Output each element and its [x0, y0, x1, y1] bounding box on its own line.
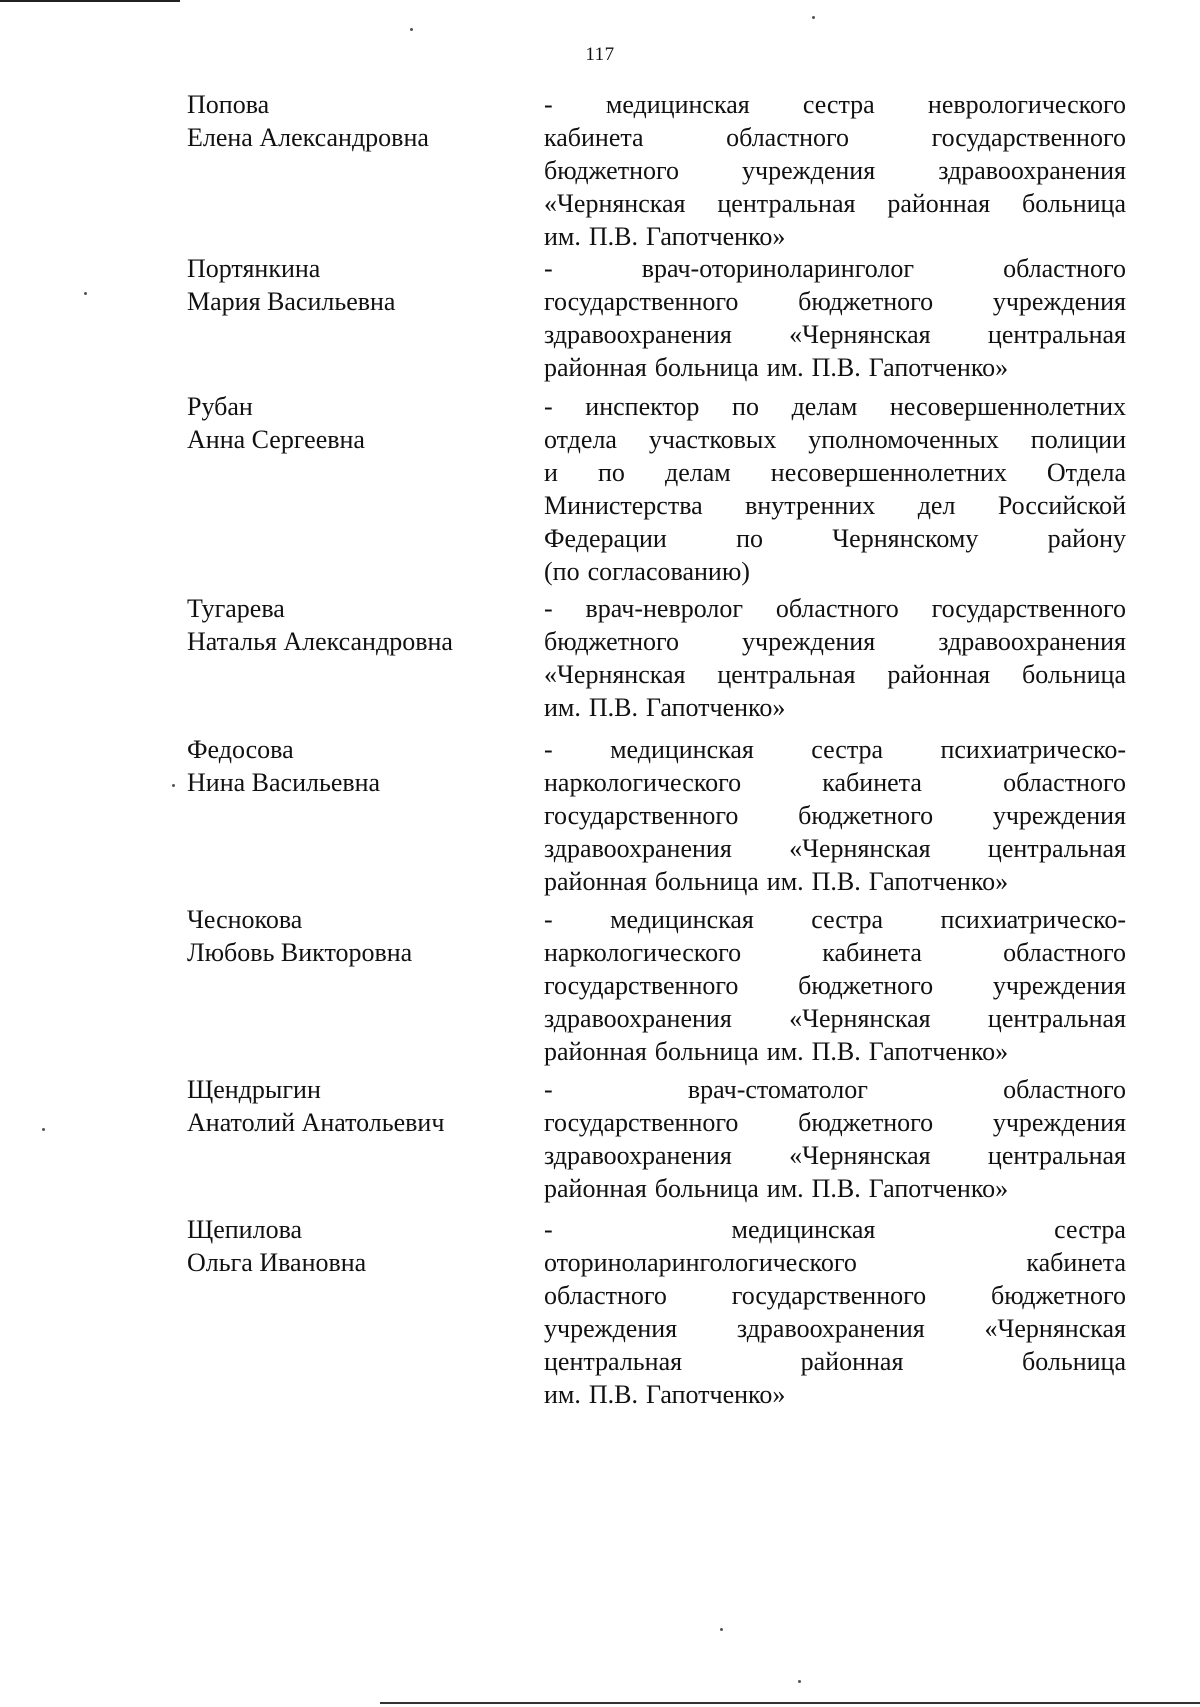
- position-word: П.В.: [588, 693, 638, 722]
- member-given-names: Ольга Ивановна: [187, 1248, 367, 1277]
- position-word: областного: [1003, 938, 1126, 967]
- position-word: областного: [1003, 768, 1126, 797]
- position-word: «Чернянская: [789, 320, 931, 349]
- position-word: больница: [654, 867, 759, 896]
- member-surname: Попова: [187, 90, 270, 119]
- member-name: [187, 733, 527, 799]
- member-position: [544, 88, 1126, 253]
- member-surname: Щепилова: [187, 1215, 303, 1244]
- scan-speck: [798, 1680, 801, 1683]
- position-word: больница: [1022, 1347, 1126, 1376]
- position-word: областного: [1003, 1075, 1126, 1104]
- position-word: здравоохранения: [544, 1004, 732, 1033]
- position-word: «Чернянская: [984, 1314, 1126, 1343]
- member-position: [544, 1213, 1126, 1411]
- position-word: врач-невролог: [585, 594, 744, 623]
- position-word: -: [544, 1075, 553, 1104]
- position-word: районная: [800, 1347, 904, 1376]
- position-line: [544, 1378, 1126, 1411]
- member-name: [187, 390, 527, 456]
- position-word: здравоохранения: [544, 1141, 732, 1170]
- position-word: здравоохранения: [938, 156, 1126, 185]
- member-surname: Чеснокова: [187, 905, 303, 934]
- position-word: несовершеннолетних: [889, 392, 1126, 421]
- position-word: кабинета: [822, 938, 922, 967]
- position-word: Чернянскому: [832, 524, 979, 553]
- position-word: Гапотченко»: [868, 353, 1009, 382]
- position-word: кабинета: [544, 123, 644, 152]
- position-line: [544, 799, 1126, 832]
- position-word: бюджетного: [798, 971, 934, 1000]
- position-word: им.: [766, 353, 804, 382]
- position-word: Гапотченко»: [646, 1380, 786, 1409]
- position-word: больница: [654, 1037, 759, 1066]
- position-word: центральная: [987, 320, 1126, 349]
- position-line: [544, 489, 1126, 522]
- scan-speck: [172, 784, 175, 787]
- position-word: Российской: [997, 491, 1126, 520]
- position-line: [544, 1035, 1126, 1068]
- position-word: уполномоченных: [808, 425, 999, 454]
- position-word: учреждения: [742, 156, 876, 185]
- scan-speck: [410, 28, 413, 31]
- member-given-names: Анна Сергеевна: [187, 425, 365, 454]
- position-word: им.: [544, 1380, 581, 1409]
- position-word: неврологического: [927, 90, 1126, 119]
- position-word: -: [544, 735, 553, 764]
- position-word: бюджетного: [798, 1108, 934, 1137]
- position-word: медицинская: [731, 1215, 876, 1244]
- position-word: Гапотченко»: [868, 1174, 1009, 1203]
- position-word: П.В.: [811, 1174, 861, 1203]
- position-word: учреждения: [992, 971, 1126, 1000]
- position-word: учреждения: [992, 801, 1126, 830]
- position-line: [544, 555, 1126, 588]
- position-line: [544, 351, 1126, 384]
- position-word: участковых: [648, 425, 777, 454]
- position-word: бюджетного: [798, 287, 934, 316]
- position-line: [544, 1279, 1126, 1312]
- position-line: [544, 1073, 1126, 1106]
- position-line: [544, 592, 1126, 625]
- position-word: кабинета: [822, 768, 922, 797]
- position-word: отдела: [544, 425, 617, 454]
- scan-edge-top: [0, 0, 180, 2]
- position-word: делам: [664, 458, 731, 487]
- position-word: учреждения: [742, 627, 876, 656]
- position-line: [544, 865, 1126, 898]
- position-word: больница: [1021, 660, 1126, 689]
- position-word: «Чернянская: [789, 834, 931, 863]
- scan-speck: [84, 292, 87, 295]
- scan-speck: [42, 1128, 45, 1131]
- member-position: [544, 903, 1126, 1068]
- position-word: больница: [654, 353, 759, 382]
- member-name: [187, 1073, 527, 1139]
- position-word: центральная: [717, 660, 856, 689]
- position-word: государственного: [544, 1108, 739, 1137]
- position-word: Министерства: [544, 491, 703, 520]
- position-word: сестра: [802, 90, 875, 119]
- position-line: [544, 1106, 1126, 1139]
- position-word: согласованию): [587, 557, 750, 586]
- position-line: [544, 88, 1126, 121]
- position-word: Гапотченко»: [868, 1037, 1009, 1066]
- position-line: [544, 318, 1126, 351]
- position-word: Отдела: [1046, 458, 1126, 487]
- position-word: Гапотченко»: [868, 867, 1009, 896]
- position-word: бюджетного: [990, 1281, 1126, 1310]
- position-word: медицинская: [610, 735, 754, 764]
- position-line: [544, 1246, 1126, 1279]
- member-surname: Федосова: [187, 735, 294, 764]
- position-word: государственного: [931, 594, 1126, 623]
- position-line: [544, 1213, 1126, 1246]
- position-word: районная: [544, 1037, 647, 1066]
- position-line: [544, 1172, 1126, 1205]
- position-line: [544, 969, 1126, 1002]
- position-line: [544, 154, 1126, 187]
- member-position: [544, 1073, 1126, 1205]
- member-name: [187, 88, 527, 154]
- position-word: «Чернянская: [789, 1004, 931, 1033]
- member-surname: Портянкина: [187, 254, 321, 283]
- member-given-names: Анатолий Анатольевич: [187, 1108, 445, 1137]
- position-word: учреждения: [992, 287, 1126, 316]
- position-word: наркологического: [544, 938, 742, 967]
- position-word: «Чернянская: [544, 660, 686, 689]
- scan-edge-bottom: [380, 1702, 1200, 1704]
- position-line: [544, 1002, 1126, 1035]
- position-word: дел: [917, 491, 956, 520]
- position-word: здравоохранения: [544, 320, 732, 349]
- position-word: несовершеннолетних: [770, 458, 1007, 487]
- position-word: -: [544, 594, 553, 623]
- position-line: [544, 522, 1126, 555]
- position-word: «Чернянская: [789, 1141, 931, 1170]
- position-word: делам: [791, 392, 858, 421]
- member-surname: Рубан: [187, 392, 253, 421]
- position-word: государственного: [544, 971, 739, 1000]
- position-word: П.В.: [811, 867, 861, 896]
- position-word: -: [544, 905, 553, 934]
- position-word: государственного: [544, 801, 739, 830]
- position-line: [544, 766, 1126, 799]
- position-word: медицинская: [605, 90, 750, 119]
- position-word: П.В.: [811, 1037, 861, 1066]
- position-word: центральная: [544, 1347, 683, 1376]
- position-word: психиатрическо-: [940, 905, 1126, 934]
- position-word: (по: [544, 557, 580, 586]
- position-word: районная: [544, 867, 647, 896]
- position-word: Федерации: [544, 524, 667, 553]
- member-surname: Щендрыгин: [187, 1075, 321, 1104]
- position-word: им.: [544, 693, 581, 722]
- member-position: [544, 592, 1126, 724]
- position-word: здравоохранения: [938, 627, 1126, 656]
- position-word: сестра: [811, 735, 884, 764]
- position-line: [544, 733, 1126, 766]
- position-line: [544, 187, 1126, 220]
- position-word: районная: [887, 660, 991, 689]
- position-word: П.В.: [811, 353, 861, 382]
- position-word: им.: [766, 867, 804, 896]
- position-word: областного: [775, 594, 899, 623]
- position-word: бюджетного: [544, 156, 680, 185]
- position-line: [544, 832, 1126, 865]
- position-line: [544, 903, 1126, 936]
- position-word: сестра: [1054, 1215, 1126, 1244]
- scan-speck: [720, 1628, 723, 1631]
- position-word: районная: [544, 353, 647, 382]
- position-line: [544, 1345, 1126, 1378]
- position-word: районная: [544, 1174, 647, 1203]
- position-word: районная: [887, 189, 991, 218]
- position-word: по: [597, 458, 625, 487]
- position-line: [544, 1312, 1126, 1345]
- position-word: психиатрическо-: [940, 735, 1126, 764]
- position-word: областного: [1003, 254, 1126, 283]
- member-given-names: Елена Александровна: [187, 123, 429, 152]
- position-word: государственного: [544, 287, 739, 316]
- position-word: и: [544, 458, 558, 487]
- position-word: району: [1047, 524, 1126, 553]
- position-word: учреждения: [544, 1314, 678, 1343]
- position-word: Гапотченко»: [646, 222, 786, 251]
- position-word: -: [544, 90, 553, 119]
- position-word: врач-стоматолог: [687, 1075, 868, 1104]
- position-line: [544, 658, 1126, 691]
- member-surname: Тугарева: [187, 594, 285, 623]
- member-position: [544, 390, 1126, 588]
- member-given-names: Наталья Александровна: [187, 627, 453, 656]
- position-word: областного: [726, 123, 850, 152]
- position-word: оториноларингологического: [544, 1248, 857, 1277]
- member-given-names: Любовь Викторовна: [187, 938, 413, 967]
- position-word: внутренних: [745, 491, 876, 520]
- position-word: П.В.: [588, 1380, 638, 1409]
- position-word: им.: [766, 1174, 804, 1203]
- position-word: -: [544, 392, 553, 421]
- position-word: областного: [544, 1281, 667, 1310]
- position-word: врач-оториноларинголог: [641, 254, 915, 283]
- page-number: 117: [585, 44, 615, 65]
- position-word: учреждения: [992, 1108, 1126, 1137]
- position-line: [544, 252, 1126, 285]
- position-word: им.: [544, 222, 581, 251]
- position-line: [544, 220, 1126, 253]
- member-given-names: Мария Васильевна: [187, 287, 396, 316]
- position-word: кабинета: [1026, 1248, 1126, 1277]
- position-word: центральная: [987, 834, 1126, 863]
- position-word: больница: [654, 1174, 759, 1203]
- position-word: центральная: [987, 1004, 1126, 1033]
- position-line: [544, 1139, 1126, 1172]
- position-word: Гапотченко»: [646, 693, 786, 722]
- position-word: государственного: [731, 1281, 927, 1310]
- position-word: по: [732, 392, 759, 421]
- position-word: бюджетного: [544, 627, 680, 656]
- member-position: [544, 733, 1126, 898]
- position-word: инспектор: [585, 392, 700, 421]
- position-word: медицинская: [610, 905, 754, 934]
- position-word: -: [544, 1215, 553, 1244]
- position-word: по: [736, 524, 763, 553]
- position-word: наркологического: [544, 768, 742, 797]
- position-line: [544, 423, 1126, 456]
- position-line: [544, 285, 1126, 318]
- position-word: здравоохранения: [544, 834, 732, 863]
- position-line: [544, 121, 1126, 154]
- position-word: бюджетного: [798, 801, 934, 830]
- position-word: полиции: [1030, 425, 1126, 454]
- member-name: [187, 592, 527, 658]
- member-name: [187, 1213, 527, 1279]
- position-line: [544, 691, 1126, 724]
- position-word: больница: [1021, 189, 1126, 218]
- position-word: сестра: [811, 905, 884, 934]
- position-word: здравоохранения: [736, 1314, 925, 1343]
- position-line: [544, 456, 1126, 489]
- position-line: [544, 625, 1126, 658]
- position-word: государственного: [931, 123, 1126, 152]
- position-line: [544, 936, 1126, 969]
- member-name: [187, 903, 527, 969]
- position-word: им.: [766, 1037, 804, 1066]
- member-given-names: Нина Васильевна: [187, 768, 381, 797]
- member-position: [544, 252, 1126, 384]
- position-word: центральная: [987, 1141, 1126, 1170]
- position-word: -: [544, 254, 553, 283]
- position-line: [544, 390, 1126, 423]
- position-word: «Чернянская: [544, 189, 686, 218]
- member-name: [187, 252, 527, 318]
- position-word: центральная: [717, 189, 856, 218]
- scan-speck: [812, 16, 815, 19]
- position-word: П.В.: [588, 222, 638, 251]
